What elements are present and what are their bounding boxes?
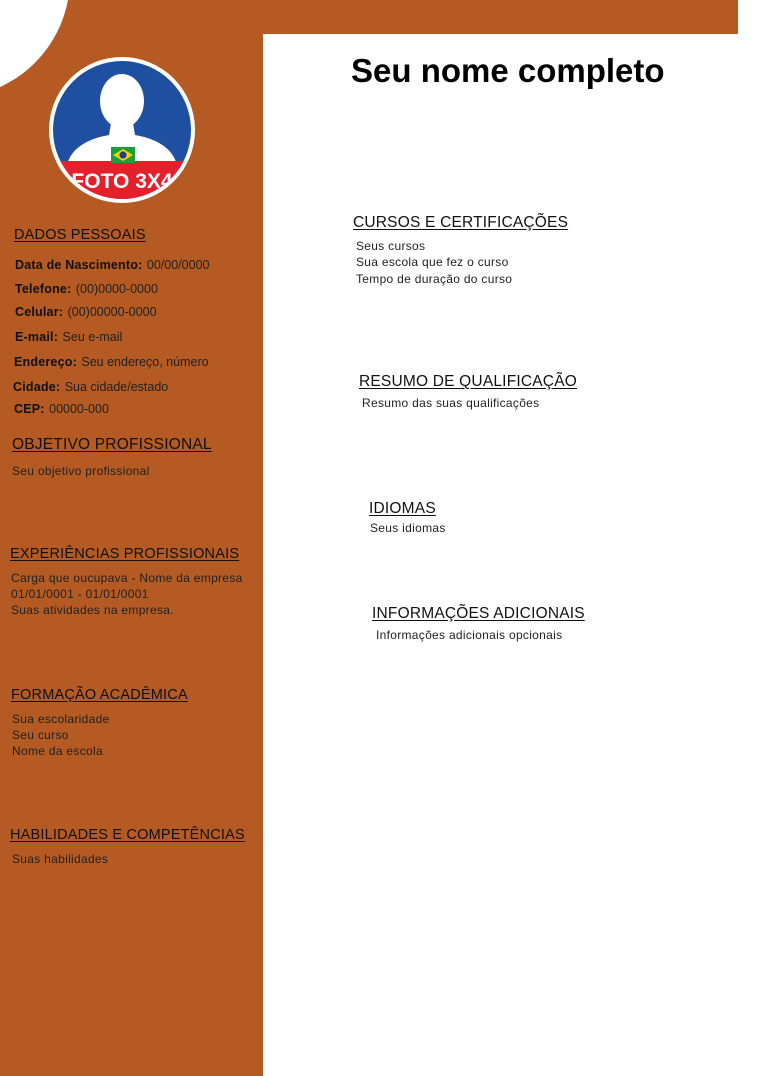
field-value: Sua cidade/estado [64, 380, 169, 394]
field-email [15, 328, 122, 346]
field-cellphone [15, 303, 157, 321]
education-line: Nome da escola [12, 744, 103, 758]
field-label: Telefone: [15, 282, 72, 296]
field-value: (00)00000-0000 [67, 305, 157, 319]
additional-title: INFORMAÇÕES ADICIONAIS [372, 605, 585, 622]
field-zip [14, 400, 109, 418]
field-birth-date [15, 256, 209, 274]
person-silhouette-icon [53, 61, 191, 199]
experience-line: 01/01/0001 - 01/01/0001 [11, 587, 149, 601]
courses-line: Seus cursos [356, 239, 426, 253]
summary-title: RESUMO DE QUALIFICAÇÃO [359, 373, 577, 390]
field-label: E-mail: [15, 330, 59, 344]
field-value: Seu e-mail [62, 330, 123, 344]
experience-line: Carga que oucupava - Nome da empresa [11, 571, 243, 585]
education-line: Seu curso [12, 728, 69, 742]
field-label: Data de Nascimento: [15, 258, 143, 272]
summary-text: Resumo das suas qualificações [362, 396, 540, 410]
field-phone [15, 280, 158, 298]
field-value: Seu endereço, número [81, 355, 209, 369]
field-value: 00000-000 [49, 402, 109, 416]
field-value: 00/00/0000 [146, 258, 210, 272]
top-band [0, 0, 738, 34]
education-title: FORMAÇÃO ACADÊMICA [11, 687, 188, 703]
brazil-flag-icon [111, 147, 135, 163]
full-name: Seu nome completo [351, 52, 665, 89]
experience-title: EXPERIÊNCIAS PROFISSIONAIS [10, 546, 240, 562]
profile-photo [49, 57, 195, 203]
languages-title: IDIOMAS [369, 500, 436, 517]
languages-text: Seus idiomas [370, 521, 446, 535]
courses-line: Sua escola que fez o curso [356, 255, 509, 269]
field-label: Cidade: [13, 380, 61, 394]
field-value: (00)0000-0000 [75, 282, 158, 296]
photo-caption: FOTO 3X4 [71, 170, 173, 193]
field-city [13, 378, 168, 396]
field-label: CEP: [14, 402, 45, 416]
personal-data-title: DADOS PESSOAIS [14, 227, 146, 243]
objective-title: OBJETIVO PROFISSIONAL [12, 436, 212, 453]
field-address [14, 353, 209, 371]
additional-text: Informações adicionais opcionais [376, 628, 563, 642]
courses-title: CURSOS E CERTIFICAÇÕES [353, 214, 569, 231]
education-line: Sua escolaridade [12, 712, 110, 726]
skills-title: HABILIDADES E COMPETÊNCIAS [10, 827, 245, 843]
field-label: Endereço: [14, 355, 77, 369]
skills-text: Suas habilidades [12, 852, 109, 866]
experience-line: Suas atividades na empresa. [11, 603, 174, 617]
objective-text: Seu objetivo profissional [12, 464, 150, 478]
field-label: Celular: [15, 305, 64, 319]
courses-line: Tempo de duração do curso [356, 272, 513, 286]
